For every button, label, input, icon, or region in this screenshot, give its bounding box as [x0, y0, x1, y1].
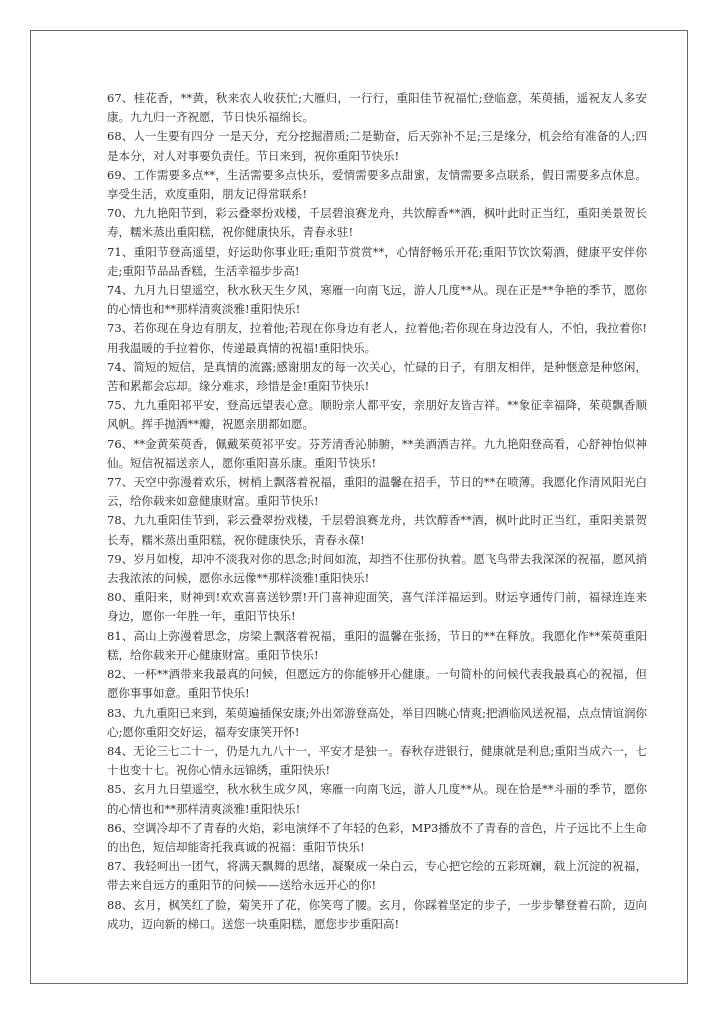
paragraph-74a: 74、九月九日望遥空，秋水秋天生夕风，寒雁一向南飞远，游人几度**从。现在正是**争艳的季节，愿你的心情也和**那样清爽淡雅!重阳快乐! [107, 283, 647, 317]
paragraph-74b: 74、简短的短信，是真情的流露;感谢朋友的每一次关心，忙碌的日子，有朋友相伴，是种惬意是种悠闲，苦和累都会忘却。缘分难求，珍惜是金!重阳节快乐! [107, 359, 647, 394]
paragraph-75: 75、九九重阳祁平安，登高远望表心意。顺盼亲人都平安，亲朋好友皆吉祥。**象征幸福降，茱萸飘香顺风帆。挥手抛洒**瓣，祝愿亲朋都如愿。 [107, 398, 647, 432]
paragraph-85: 85、玄月九日望遥空，秋水秋生成夕风，寒雁一向南飞远，游人几度**从。现在恰是**斗丽的季节，愿你的心情也和**那样清爽淡雅!重阳快乐! [107, 782, 647, 816]
paragraph-70: 70、九九艳阳节到，彩云叠翠扮戏楼，千层碧浪赛龙舟，共饮醇香**酒，枫叶此时正当红，重阳美景贺长寿，糯米蒸出重阳糕，祝你健康快乐，青春永驻! [107, 206, 647, 240]
paragraph-82: 82、一杯**酒带来我最真的问候，但愿远方的你能够开心健康。一句简朴的问候代表我最真心的祝福，但愿你事事如意。重阳节快乐! [107, 667, 647, 701]
paragraph-71: 71、重阳节登高遥望，好运助你事业旺;重阳节赏赏**，心情舒畅乐开花;重阳节饮饮菊酒，健康平安伴你走;重阳节品品香糕，生活幸福步步高! [107, 244, 647, 278]
document-page [30, 30, 688, 984]
paragraph-88: 88、玄月，枫笑红了脸，菊笑开了花，你笑弯了腰。玄月，你踩着坚定的步子，一步步攀登着石阶，迈向成功，迈向新的梯口。送您一块重阳糕，愿您步步重阳高! [107, 897, 647, 931]
paragraph-76: 76、**金黄茱萸香，佩戴茱萸祁平安。芬芳清香沁肺腑，**美酒洒吉祥。九九艳阳登高看，心舒神怡似神仙。短信祝福送亲人，愿你重阳喜乐康。重阳节快乐! [107, 436, 647, 470]
paragraph-68: 68、人一生要有四分 一是天分，充分挖掘潜质;二是勤奋，后天弥补不足;三是缘分，机会给有准备的人;四是本分，对人对事要负责任。节日来到，祝你重阳节快乐! [107, 129, 647, 163]
paragraph-84: 84、无论三七二十一，仍是九九八十一，平安才是独一。春秋存进银行，健康就是利息;重阳当成六一，七十也变十七。祝你心情永远锦绣，重阳快乐! [107, 743, 647, 778]
paragraph-86: 86、空调冷却不了青春的火焰，彩电演绎不了年轻的色彩，MP3播放不了青春的音色，片子远比不上生命的出色，短信却能寄托我真诚的祝福：重阳节快乐! [107, 820, 647, 854]
paragraph-79: 79、岁月如梭，却冲不淡我对你的思念;时间如流，却挡不住那份执着。愿飞鸟带去我深深的祝福，愿风捎去我浓浓的问候，愿你永远像**那样淡雅!重阳快乐! [107, 551, 647, 586]
paragraph-77: 77、天空中弥漫着欢乐，树梢上飘落着祝福，重阳的温馨在招手，节日的**在喷薄。我愿化作清风阳光白云，给你载来如意健康财富。重阳节快乐! [107, 475, 647, 509]
paragraph-80: 80、重阳来，财神到!欢欢喜喜送钞票!开门喜神迎面笑，喜气洋洋福运到。财运亨通传门前，福禄连连来身边，愿你一年胜一年，重阳节快乐! [107, 590, 647, 624]
paragraph-73: 73、若你现在身边有朋友，拉着他;若现在你身边有老人，拉着他;若你现在身边没有人，不怕，我拉着你!用我温暖的手拉着你，传递最真情的祝福!重阳快乐。 [107, 321, 647, 355]
paragraph-67: 67、桂花香，**黄，秋来农人收获忙;大雁归，一行行，重阳佳节祝福忙;登临意，茱萸插，遥祝友人多安康。九九归一齐祝愿，节日快乐福绵长。 [107, 91, 647, 125]
paragraph-87: 87、我轻呵出一团气，将满天飘舞的思绪，凝聚成一朵白云，专心把它绘的五彩斑斓，载上沉淀的祝福，带去来自远方的重阳节的问候——送给永远开心的你! [107, 859, 647, 893]
paragraph-83: 83、九九重阳已来到，茱萸遍插保安康;外出郊游登高处，举目四眺心情爽;把酒临风送祝福，点点情谊润你心;愿你重阳交好运，福寿安康笑开怀! [107, 705, 647, 739]
document-body [107, 89, 647, 934]
paragraph-69: 69、工作需要多点**，生活需要多点快乐，爱情需要多点甜蜜，友情需要多点联系，假日需要多点休息。享受生活，欢度重阳，朋友记得常联系! [107, 167, 647, 202]
paragraph-78: 78、九九重阳佳节到，彩云叠翠扮戏楼，千层碧浪赛龙舟，共饮醇香**酒，枫叶此时正当红，重阳美景贺长寿，糯米蒸出重阳糕，祝你健康快乐，青春永葆! [107, 513, 647, 547]
paragraph-81: 81、高山上弥漫着思念，房梁上飘落着祝福，重阳的温馨在张扬，节日的**在释放。我愿化作**茱萸重阳糕，给你载来开心健康财富。重阳节快乐! [107, 628, 647, 662]
